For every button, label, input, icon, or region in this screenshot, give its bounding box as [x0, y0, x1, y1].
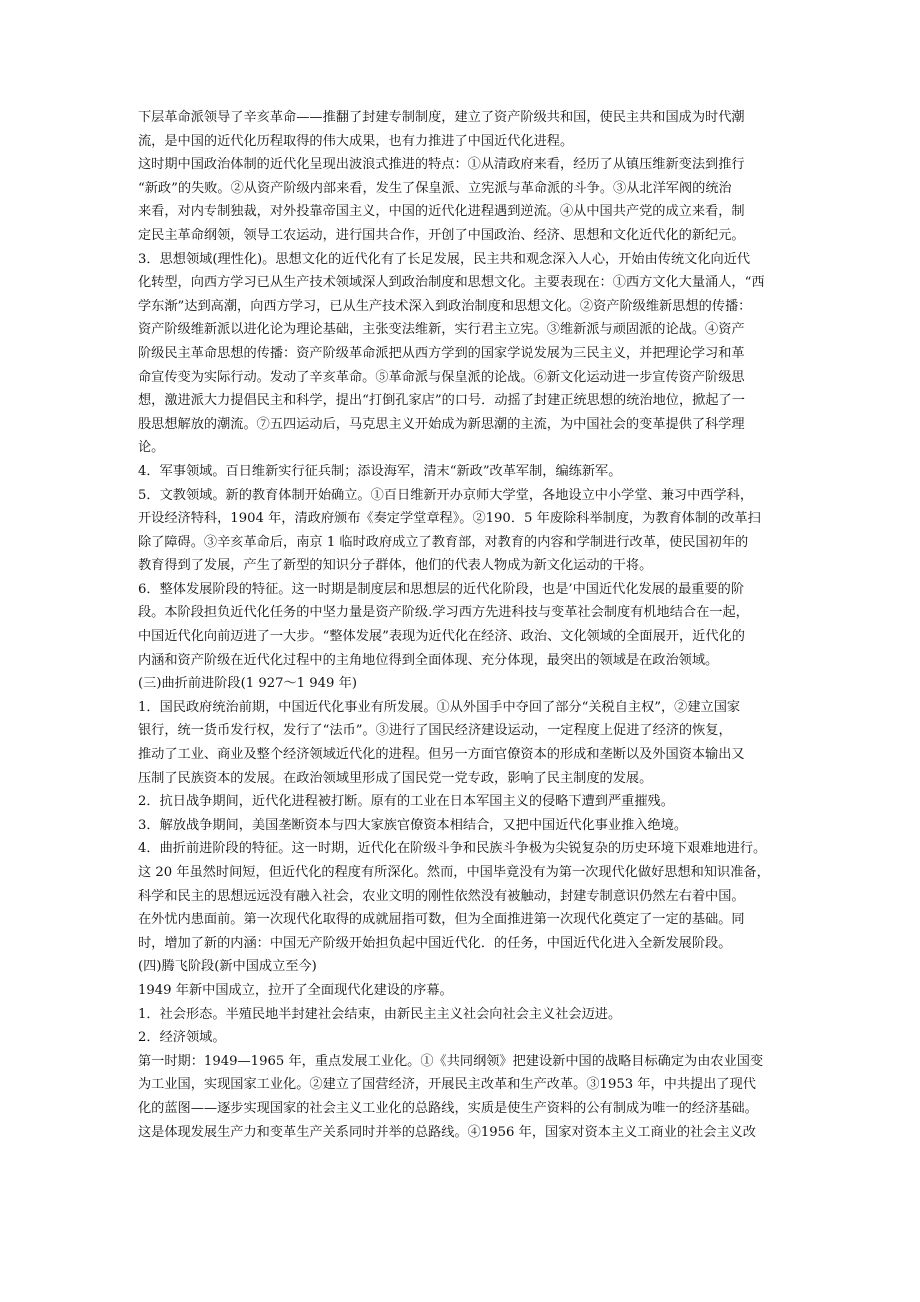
text-line: 1．社会形态。半殖民地半封建社会结束，由新民主主义社会向社会主义社会迈进。 [138, 1006, 622, 1022]
text-line: 这 20 年虽然时间短，但近代化的程度有所深化。然而，中国毕竟没有为第一次现代化做好思想和知识准备， [138, 865, 770, 880]
document-body [138, 106, 788, 1144]
text-line: 推动了工业、商业及整个经济领域近代化的进程。但另一方面官僚资本的形成和垄断以及外国资本输出又 [138, 747, 745, 763]
text-line: 1．国民政府统治前期，中国近代化事业有所发展。①从外国手中夺回了部分“关税自主权”，②建立国家 [138, 699, 741, 715]
text-line: 这时期中国政治体制的近代化呈现出波浪式推进的特点：①从清政府来看，经历了从镇压维新变法到推行 [138, 157, 745, 173]
text-line: 化转型，向西方学习已从生产技术领域深人到政治制度和思想文化。主要表现在：①西方文化大量涌人，“西 [138, 275, 765, 291]
text-line: 段。本阶段担负近代化任务的中坚力量是资产阶级.学习西方先进科技与变革社会制度有机地结合在一起， [138, 605, 749, 621]
text-line: 中国近代化向前迈进了一大步。“整体发展”表现为近代化在经济、政治、文化领域的全面展开，近代化的 [138, 629, 745, 645]
text-line: 为工业国，实现国家工业化。②建立了国营经济，开展民主改革和生产改革。③1953 年，中共提出了现代 [138, 1077, 756, 1093]
text-line: 下层革命派领导了辛亥革命——推翻了封建专制制度，建立了资产阶级共和国，使民主共和国成为时代潮 [138, 110, 745, 125]
text-line: 这是体现发展生产力和变革生产关系同时并举的总路线。④1956 年，国家对资本主义工商业的社会主义改 [138, 1124, 756, 1140]
text-line: 4．军事领域。百日维新实行征兵制；添设海军，清末“新政”改革军制，编练新军。 [138, 463, 622, 479]
text-line: 时，增加了新的内涵：中国无产阶级开始担负起中国近代化．的任务，中国近代化进入全新发展阶段。 [138, 935, 732, 951]
text-line: (三)曲折前进阶段(1 927～1 949 年) [138, 676, 357, 692]
text-line: 想，激进派大力提倡民主和科学，提出“打倒孔家店”的口号．动摇了封建正统思想的统治地位，掀起了一 [138, 393, 745, 409]
text-line: 科学和民主的思想远远没有融入社会，农业文明的刚性依然没有被触动，封建专制意识仍然左右着中国。 [138, 888, 745, 904]
text-line: 银行，统一货币发行权，发行了“法币”。③进行了国民经济建设运动，一定程度上促进了经济的恢复， [138, 723, 732, 739]
text-line: 化的蓝图——逐步实现国家的社会主义工业化的总路线，实质是使生产资料的公有制成为唯一的经济基础。 [138, 1100, 758, 1116]
text-line: 股思想解放的潮流。⑦五四运动后，马克思主义开始成为新思潮的主流，为中国社会的变革提供了科学理 [138, 416, 745, 432]
text-line: (四)腾飞阶段(新中国成立至今) [138, 959, 317, 975]
text-line: 3．思想领域(理性化)。思想文化的近代化有了长足发展，民主共和观念深入人心，开始由传统文化向近代 [138, 251, 751, 267]
text-line: “新政”的失败。②从资产阶级内部来看，发生了保皇派、立宪派与革命派的斗争。③从北洋军阀的统治 [138, 180, 732, 196]
text-line: 2．抗日战争期间，近代化进程被打断。原有的工业在日本军国主义的侵略下遭到严重摧残。 [138, 794, 674, 810]
text-line: 1949 年新中国成立，拉开了全面现代化建设的序幕。 [138, 982, 453, 998]
text-line: 定民主革命纲领，领导工农运动，进行国共合作，开创了中国政治、经济、思想和文化近代化的新纪元。 [138, 227, 745, 243]
text-line: 阶级民主革命思想的传播：资产阶级革命派把从西方学到的国家学说发展为三民主义，并把理论学习和革 [138, 345, 745, 361]
text-line: 6．整体发展阶段的特征。这一时期是制度层和思想层的近代化阶段，也是’中国近代化发展的最重要的阶 [138, 581, 745, 597]
text-line: 5．文教领域。新的教育体制开始确立。①百日维新开办京师大学堂，各地设立中小学堂、兼习中西学科， [138, 487, 754, 503]
text-line: 除了障碍。③辛亥革命后，南京 1 临时政府成立了教育部，对教育的内容和学制进行改革，使民国初年的 [138, 534, 749, 550]
text-line: 第一时期：1949—1965 年，重点发展工业化。①《共同纲领》把建设新中国的战略目标确定为由农业国变 [138, 1053, 764, 1069]
text-line: 开设经济特科，1904 年，清政府颁布《奏定学堂章程》。②190．5 年废除科举制度，为教育体制的改革扫 [138, 511, 761, 527]
text-line: 压制了民族资本的发展。在政治领域里形成了国民党一党专政，影响了民主制度的发展。 [138, 770, 653, 786]
text-line: 论。 [138, 440, 165, 456]
text-line: 内涵和资产阶级在近代化过程中的主角地位得到全面体现、充分体现，最突出的领域是在政治领域。 [138, 652, 719, 668]
text-line: 资产阶级维新派以进化论为理论基础，主张变法维新，实行君主立宪。③维新派与顽固派的论战。④资产 [138, 322, 745, 338]
text-line: 学东渐”达到高潮，向西方学习，已从生产技术深入到政治制度和思想文化。②资产阶级维新思想的传播： [138, 298, 752, 314]
text-line: 教育得到了发展，产生了新型的知识分子群体，他们的代表人物成为新文化运动的干将。 [138, 558, 653, 574]
text-line: 3．解放战争期间，美国垄断资本与四大家族官僚资本相结合，又把中国近代化事业推入绝境。 [138, 817, 688, 833]
text-line: 2．经济领域。 [138, 1030, 226, 1046]
text-line: 来看，对内专制独裁，对外投靠帝国主义，中国的近代化进程遇到逆流。④从中国共产党的成立来看，制 [138, 204, 745, 220]
text-line: 流，是中国的近代化历程取得的伟大成果，也有力推进了中国近代化进程。 [138, 133, 574, 149]
text-line: 在外忧内患面前。第一次现代化取得的成就屈指可数，但为全面推进第一次现代化奠定了一定的基础。同 [138, 912, 745, 928]
text-line: 命宣传变为实际行动。发动了辛亥革命。⑤革命派与保皇派的论战。⑥新文化运动进一步宣传资产阶级思 [138, 369, 745, 385]
text-line: 4．曲折前进阶段的特征。这一时期，近代化在阶级斗争和民族斗争极为尖锐复杂的历史环境下艰难地进行。 [138, 841, 767, 857]
